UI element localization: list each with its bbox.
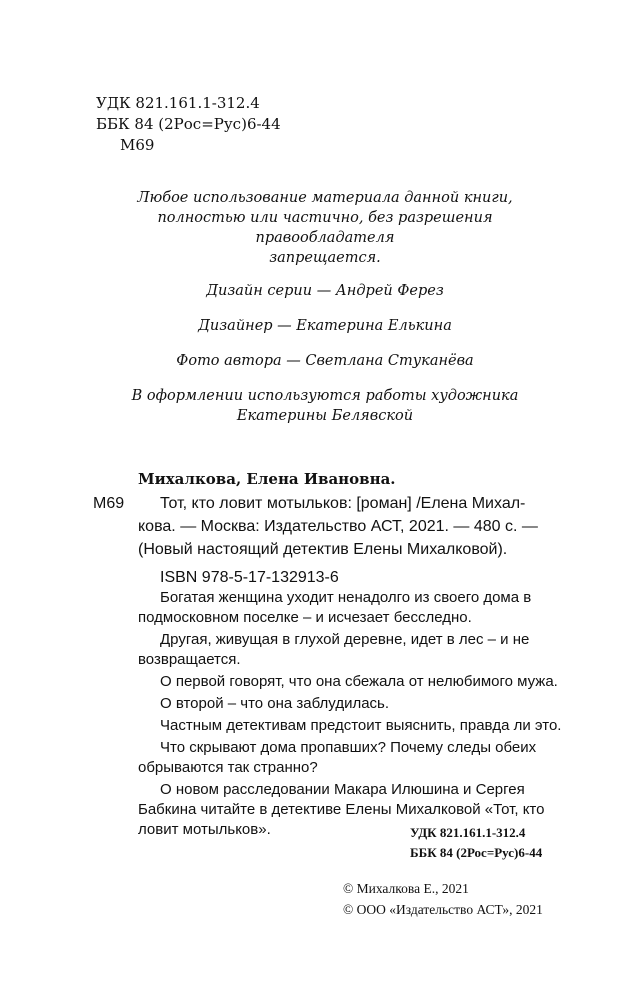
author-sign-top: М69 [120,136,155,154]
annotation-paragraph: Богатая женщина уходит ненадолго из своего дома в подмосковном поселке – и исчезает бесследно. [138,589,532,626]
copyright-publisher: © ООО «Издательство АСТ», 2021 [343,902,543,917]
annotation-paragraph: Другая, живущая в глухой деревне, идет в лес – и не возвращается. [138,631,530,668]
usage-notice [90,188,560,268]
designer-credit: Дизайнер — Екатерина Елькина [198,318,452,334]
udk-code-top: УДК 821.161.1-312.4 [96,94,260,112]
copyright-author: © Михалкова Е., 2021 [343,881,469,896]
artist-credit-line-1: В оформлении используются работы художника [131,388,519,404]
author-sign: М69 [93,495,125,512]
biblio-line-2: кова. — Москва: Издательство АСТ, 2021. — 480 с. — [138,518,538,535]
udk-code-bottom: УДК 821.161.1-312.4 [410,825,526,840]
annotation-paragraph: О второй – что она заблудилась. [160,695,390,712]
annotation-paragraph: О первой говорят, что она сбежала от нелюбимого мужа. [160,673,558,690]
series-design-credit: Дизайн серии — Андрей Ферез [206,283,444,299]
usage-notice-line-3: запрещается. [269,250,381,266]
biblio-line-3: (Новый настоящий детектив Елены Михалковой). [138,541,508,558]
artist-credit-line-2: Екатерины Белявской [236,408,414,424]
author-heading: Михалкова, Елена Ивановна. [138,470,396,488]
usage-notice-line-2: полностью или частично, без разрешения правообладателя [157,210,493,246]
bbk-code-top: ББК 84 (2Рос=Рус)6-44 [96,115,281,133]
annotation [138,588,562,842]
annotation-paragraph: Частным детективам предстоит выяснить, правда ли это. [160,717,562,734]
bbk-code-bottom: ББК 84 (2Рос=Рус)6-44 [410,845,543,860]
bibliographic-description [138,492,562,589]
isbn: ISBN 978-5-17-132913-6 [160,569,339,586]
artist-credit [90,386,560,426]
annotation-paragraph: Что скрывают дома пропавших? Почему следы обеих обрываются так странно? [138,739,537,776]
biblio-line-1: Тот, кто ловит мотыльков: [роман] /Елена Михал- [160,495,526,512]
annotation-paragraph: О новом расследовании Макара Илюшина и Сергея Бабкина читайте в детективе Елены Михалковой «Тот, кто ловит мотыльков». [138,781,545,838]
usage-notice-line-1: Любое использование материала данной книги, [137,190,513,206]
author-photo-credit: Фото автора — Светлана Стуканёва [176,353,474,369]
